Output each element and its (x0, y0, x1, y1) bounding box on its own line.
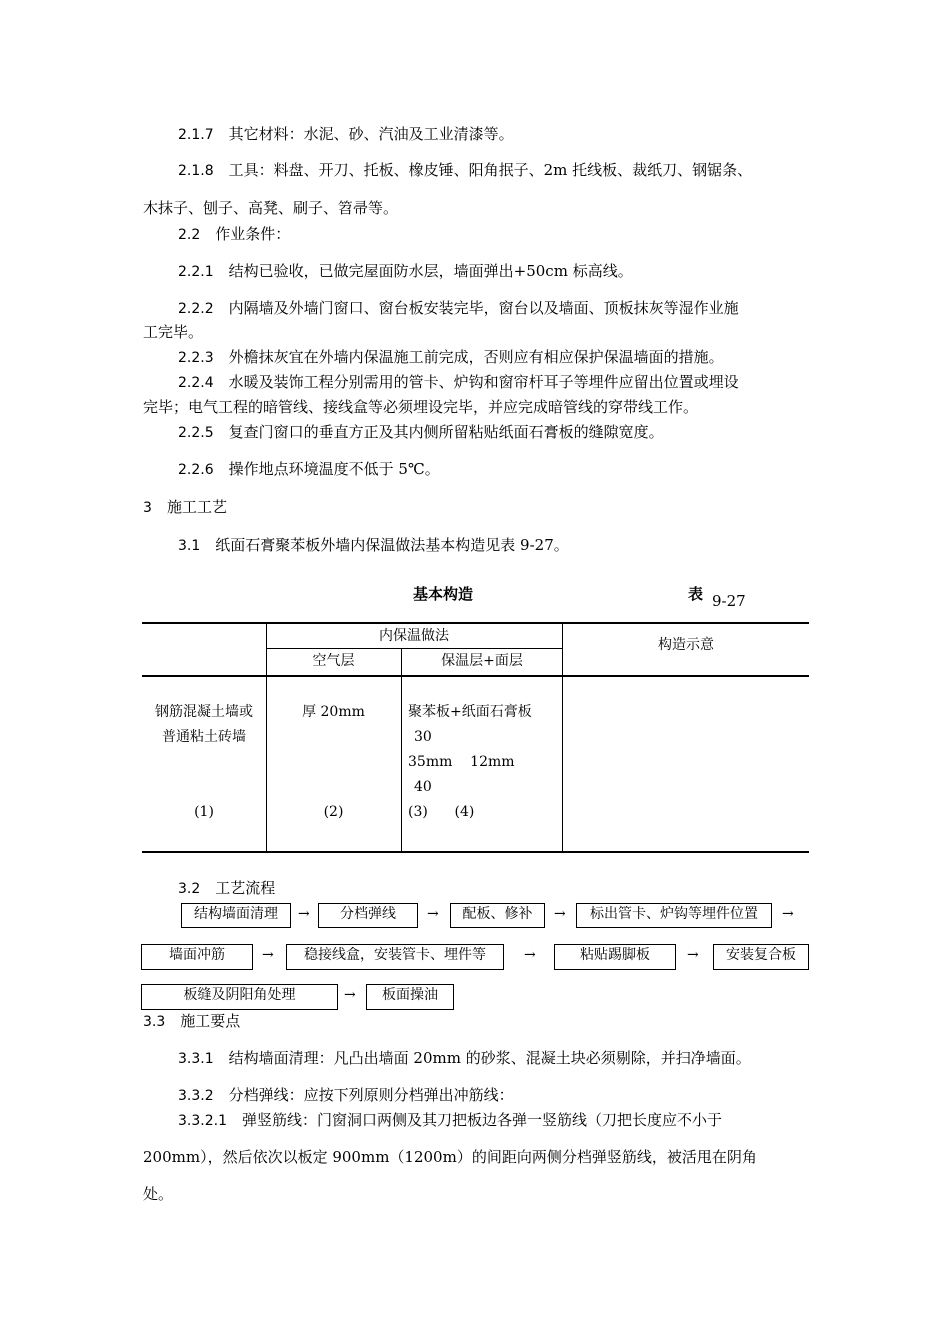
flow-step-layout-lines: 分档弹线 (318, 903, 418, 928)
tags-3-4: (3) (4) (408, 804, 475, 820)
thickness-35-12: 35mm 12mm (408, 754, 515, 770)
line-3-3-2: 3.3.2 分档弹线：应按下列原则分档弹出冲筋线： (178, 1086, 514, 1104)
table-label: 表 (688, 585, 704, 603)
insulation-composition: 聚苯板+纸面石膏板 (408, 704, 532, 720)
table-bottom-rule (142, 851, 809, 853)
thickness-40: 40 (414, 779, 432, 795)
flow-step-wall-screeding: 墙面冲筋 (141, 944, 253, 970)
line-2-2-2: 2.2.2 内隔墙及外墙门窗口、窗台板安装完毕，窗台以及墙面、顶板抹灰等湿作业施 (178, 299, 739, 317)
air-layer-thickness: 厚 20mm (302, 704, 365, 720)
wall-type-line-1: 钢筋混凝土墙或 (155, 704, 253, 720)
flow-step-install-boxes: 稳接线盒，安装管卡、埋件等 (286, 944, 504, 970)
flow-arrow: → (554, 906, 566, 922)
table-title: 基本构造 (413, 585, 474, 603)
line-2-2-6: 2.2.6 操作地点环境温度不低于 5℃。 (178, 460, 440, 478)
line-2-2: 2.2 作业条件： (178, 225, 291, 243)
table-subheader-rule (266, 648, 562, 649)
line-2-2-2-cont: 工完毕。 (143, 323, 204, 341)
table-header-rule (142, 675, 809, 677)
tag-2: (2) (323, 804, 344, 820)
flow-step-oil-surface: 板面操油 (366, 984, 454, 1010)
flow-step-skirting: 粘贴踢脚板 (554, 944, 676, 970)
flow-arrow: → (782, 906, 794, 922)
line-2-1-8-cont: 木抹子、刨子、高凳、刷子、笤帚等。 (143, 199, 399, 217)
line-2-2-3: 2.2.3 外檐抹灰宜在外墙内保温施工前完成，否则应有相应保护保温墙面的措施。 (178, 348, 724, 366)
wall-type-line-2: 普通粘土砖墙 (162, 729, 246, 745)
line-3-3-2-1: 3.3.2.1 弹竖筋线：门窗洞口两侧及其刀把板边各弹一竖筋线（刀把长度应不小于 (178, 1111, 723, 1129)
flow-step-cut-repair: 配板、修补 (450, 903, 545, 928)
table-col-rule-3 (562, 623, 563, 852)
flow-arrow: → (687, 947, 699, 963)
flow-step-mark-embedments: 标出管卡、炉钩等埋件位置 (576, 903, 772, 928)
table-col-rule-2 (401, 649, 402, 852)
line-2-2-4: 2.2.4 水暖及装饰工程分别需用的管卡、炉钩和窗帘杆耳子等埋件应留出位置或埋设 (178, 373, 739, 391)
line-3-2: 3.2 工艺流程 (178, 879, 276, 897)
flow-step-joint-corner: 板缝及阴阳角处理 (141, 984, 338, 1010)
line-3-1: 3.1 纸面石膏聚苯板外墙内保温做法基本构造见表 9-27。 (178, 536, 569, 554)
tag-1: (1) (194, 804, 214, 820)
line-2-2-1: 2.2.1 结构已验收，已做完屋面防水层，墙面弹出+50cm 标高线。 (178, 262, 633, 280)
flow-arrow: → (298, 906, 310, 922)
flow-arrow: → (262, 947, 274, 963)
header-insulation-layer: 保温层+面层 (441, 653, 523, 669)
line-2-1-7: 2.1.7 其它材料：水泥、砂、汽油及工业清漆等。 (178, 125, 514, 143)
flow-arrow: → (344, 987, 356, 1003)
table-number: 9-27 (712, 592, 746, 610)
thickness-30: 30 (414, 729, 432, 745)
line-3-3-1: 3.3.1 结构墙面清理：凡凸出墙面 20mm 的砂浆、混凝土块必须剔除，并扫净墙面。 (178, 1049, 751, 1067)
line-3-3-2-1-cont2: 处。 (143, 1185, 174, 1203)
header-air-layer: 空气层 (312, 653, 355, 669)
table-top-rule (142, 622, 809, 624)
flow-step-install-panels: 安装复合板 (713, 944, 809, 970)
heading-3: 3 施工工艺 (143, 498, 227, 516)
header-diagram: 构造示意 (658, 637, 714, 653)
line-2-2-4-cont: 完毕；电气工程的暗管线、接线盒等必须埋设完毕，并应完成暗管线的穿带线工作。 (143, 398, 699, 416)
flow-step-wall-cleaning: 结构墙面清理 (181, 903, 291, 928)
flow-arrow: → (427, 906, 439, 922)
heading-3-3: 3.3 施工要点 (143, 1012, 241, 1030)
line-2-2-5: 2.2.5 复查门窗口的垂直方正及其内侧所留粘贴纸面石膏板的缝隙宽度。 (178, 423, 664, 441)
line-2-1-8: 2.1.8 工具：料盘、开刀、托板、橡皮锤、阳角抿子、2m 托线板、裁纸刀、钢锯条、 (178, 161, 753, 179)
header-insulation-method: 内保温做法 (379, 628, 449, 644)
flow-arrow: → (524, 947, 536, 963)
line-3-3-2-1-cont: 200mm），然后依次以板定 900mm（1200m）的间距向两侧分档弹竖筋线，被活甩在阴角 (143, 1148, 757, 1166)
